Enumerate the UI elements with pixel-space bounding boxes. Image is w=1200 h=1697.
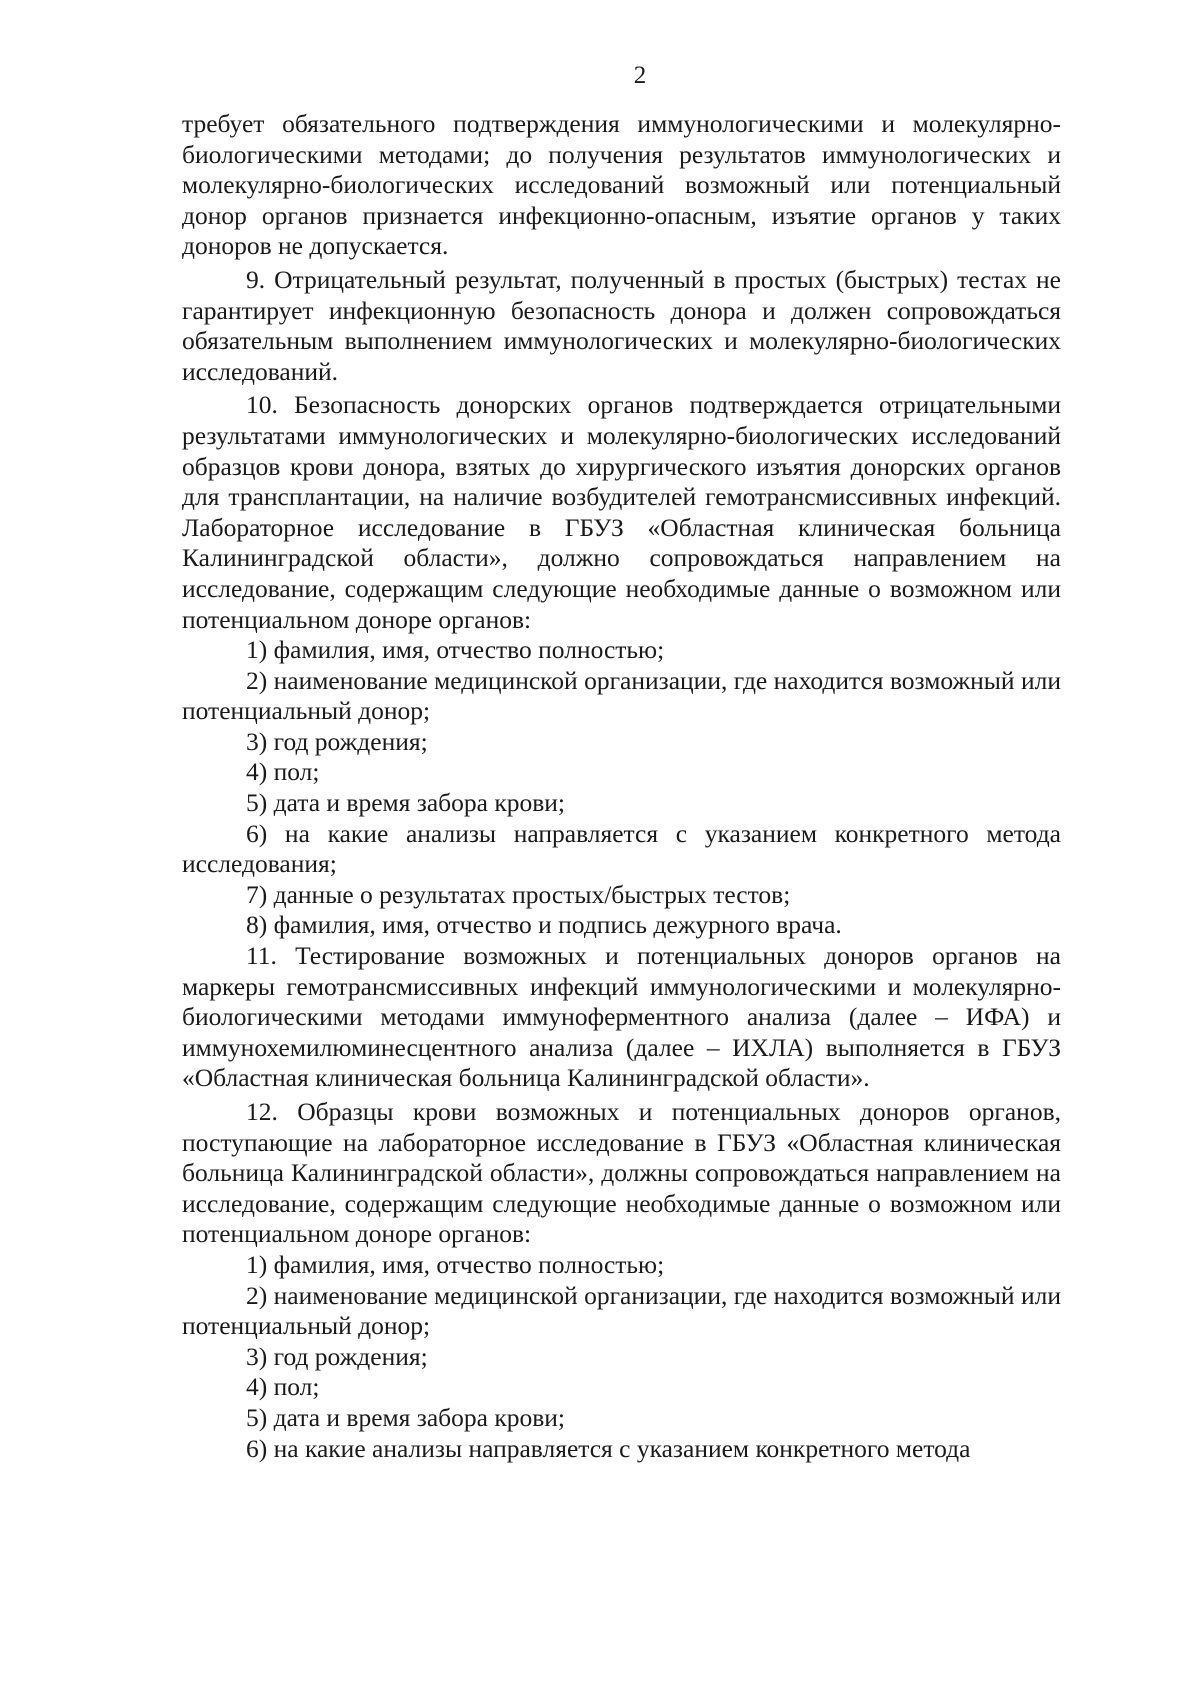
document-body (182, 109, 1061, 1464)
list-item: 2) наименование медицинской организации, где находится возможный или потенциальный донор; (182, 1280, 1061, 1341)
list-item: 6) на какие анализы направляется с указанием конкретного метода исследования; (182, 818, 1061, 879)
list-item: 8) фамилия, имя, отчество и подпись дежурного врача. (246, 910, 842, 940)
list-item: 6) на какие анализы направляется с указанием конкретного метода (246, 1433, 971, 1463)
paragraph-continuation: требует обязательного подтверждения иммунологическими и молекулярно-биологическими методами; до получения результатов иммунологических и молекулярно-биологических исследований возможный или потенциальный донор органов признается инфекционно-опасным, изъятие органов у таких доноров не допускается. (182, 109, 1061, 261)
paragraph-item-11: 11. Тестирование возможных и потенциальных доноров органов на маркеры гемотрансмиссивных инфекций иммунологическими и молекулярно-биологическими методами иммуноферментного анализа (далее – ИФА) и иммунохемилюминесцентного анализа (далее – ИХЛА) выполняется в ГБУЗ «Областная клиническая больница Калининградской области». (182, 941, 1061, 1093)
paragraph-item-10: 10. Безопасность донорских органов подтверждается отрицательными результатами иммунологических и молекулярно-биологических исследований образцов крови донора, взятых до хирургического изъятия донорских органов для трансплантации, на наличие возбудителей гемотрансмиссивных инфекций. Лабораторное исследование в ГБУЗ «Областная клиническая больница Калининградской области», должно сопровождаться направлением на исследование, содержащим следующие необходимые данные о возможном или потенциальном доноре органов: (182, 390, 1061, 634)
paragraph-item-9: 9. Отрицательный результат, полученный в простых (быстрых) тестах не гарантирует инфекционную безопасность донора и должен сопровождаться обязательным выполнением иммунологических и молекулярно-биологических исследований. (182, 264, 1061, 386)
list-item: 4) пол; (246, 1372, 320, 1402)
list-item: 2) наименование медицинской организации, где находится возможный или потенциальный донор; (182, 665, 1061, 726)
list-item: 1) фамилия, имя, отчество полностью; (246, 1249, 665, 1279)
paragraph-item-12: 12. Образцы крови возможных и потенциальных доноров органов, поступающие на лабораторное исследование в ГБУЗ «Областная клиническая больница Калининградской области», должны сопровождаться направлением на исследование, содержащим следующие необходимые данные о возможном или потенциальном доноре органов: (182, 1097, 1061, 1249)
list-item: 5) дата и время забора крови; (246, 1402, 565, 1432)
page-number: 2 (633, 62, 647, 89)
list-item: 7) данные о результатах простых/быстрых тестов; (246, 879, 791, 909)
list-item: 3) год рождения; (246, 1341, 428, 1371)
list-item: 5) дата и время забора крови; (246, 788, 565, 818)
list-item: 3) год рождения; (246, 726, 428, 756)
list-item: 4) пол; (246, 757, 320, 787)
list-item: 1) фамилия, имя, отчество полностью; (246, 635, 665, 665)
